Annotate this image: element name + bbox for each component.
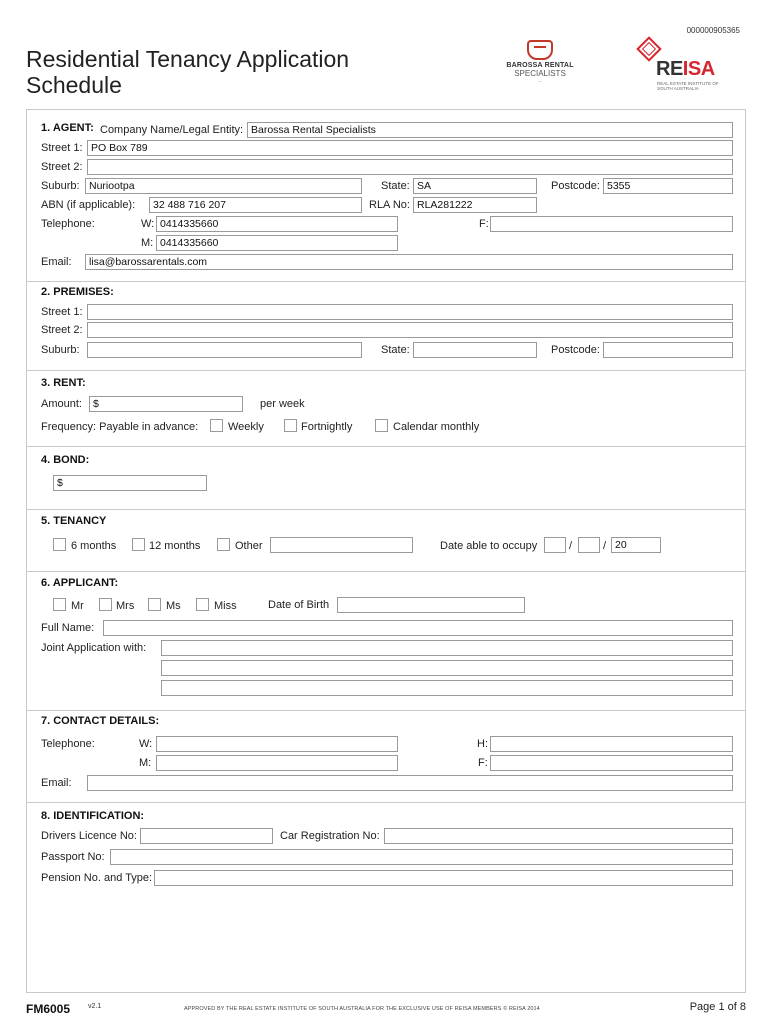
application-form [26, 109, 746, 993]
agent-email-field[interactable]: lisa@barossarentals.com [85, 254, 733, 270]
joint-application-field-2[interactable] [161, 660, 733, 676]
contact-email-label: Email: [41, 777, 72, 789]
contact-email-field[interactable] [87, 775, 733, 791]
agent-phone-m-field[interactable]: 0414335660 [156, 235, 398, 251]
rent-amount-field[interactable]: $ [89, 396, 243, 412]
company-field[interactable]: Barossa Rental Specialists [247, 122, 733, 138]
barossa-logo-line3: ... [537, 78, 543, 84]
agent-phone-w-field[interactable]: 0414335660 [156, 216, 398, 232]
joint-application-field-1[interactable] [161, 640, 733, 656]
premises-street2-field[interactable] [87, 322, 733, 338]
full-name-label: Full Name: [41, 622, 95, 634]
title-ms-label: Ms [166, 600, 181, 612]
abn-label: ABN (if applicable): [41, 199, 136, 211]
agent-telephone-label: Telephone: [41, 218, 95, 230]
agent-suburb-label: Suburb: [41, 180, 80, 192]
pension-field[interactable] [154, 870, 733, 886]
premises-street1-label: Street 1: [41, 306, 83, 318]
licence-label: Drivers Licence No: [41, 830, 137, 842]
weekly-label: Weekly [228, 421, 264, 433]
tenancy-6-months-label: 6 months [71, 540, 117, 552]
calendar-monthly-checkbox[interactable] [375, 419, 388, 432]
agent-fax-label: F: [479, 218, 489, 230]
weekly-checkbox[interactable] [210, 419, 223, 432]
agent-postcode-label: Postcode: [551, 180, 600, 192]
agent-postcode-field[interactable]: 5355 [603, 178, 733, 194]
document-id: 000000905365 [686, 26, 740, 35]
premises-postcode-label: Postcode: [551, 344, 600, 356]
fortnightly-checkbox[interactable] [284, 419, 297, 432]
page-footer [26, 1000, 746, 1020]
occupy-date-label: Date able to occupy [440, 540, 538, 552]
contact-phone-w-field[interactable] [156, 736, 398, 752]
tenancy-heading: 5. TENANCY [41, 515, 107, 527]
pension-label: Pension No. and Type: [41, 872, 153, 884]
contact-f-label: F: [478, 757, 488, 769]
section-premises [27, 282, 745, 371]
section-applicant [27, 572, 745, 711]
section-bond [27, 447, 745, 510]
agent-state-field[interactable]: SA [413, 178, 537, 194]
title-mrs-label: Mrs [116, 600, 135, 612]
premises-heading: 2. PREMISES: [41, 286, 114, 298]
car-registration-field[interactable] [384, 828, 733, 844]
tenancy-other-checkbox[interactable] [217, 538, 230, 551]
barossa-rental-logo [505, 40, 575, 96]
joint-application-label: Joint Application with: [41, 642, 147, 654]
agent-street1-label: Street 1: [41, 142, 83, 154]
section-identification [27, 803, 745, 993]
passport-label: Passport No: [41, 851, 105, 863]
rent-heading: 3. RENT: [41, 377, 86, 389]
agent-email-label: Email: [41, 256, 72, 268]
contact-phone-m-field[interactable] [156, 755, 398, 771]
section-rent [27, 371, 745, 447]
bond-heading: 4. BOND: [41, 454, 90, 466]
agent-street2-label: Street 2: [41, 161, 83, 173]
rent-amount-label: Amount: [41, 398, 82, 410]
premises-suburb-label: Suburb: [41, 344, 80, 356]
passport-field[interactable] [110, 849, 733, 865]
frequency-label: Frequency: Payable in advance: [41, 421, 199, 433]
tenancy-other-label: Other [235, 540, 263, 552]
full-name-field[interactable] [103, 620, 733, 636]
contact-heading: 7. CONTACT DETAILS: [41, 715, 160, 727]
tenancy-other-field[interactable] [270, 537, 413, 553]
dob-field[interactable] [337, 597, 525, 613]
approval-notice: APPROVED BY THE REAL ESTATE INSTITUTE OF SOUTH AUSTRALIA FOR THE EXCLUSIVE USE OF REISA MEMBERS © REISA 2014 [184, 1006, 540, 1012]
rla-label: RLA No: [369, 199, 410, 211]
premises-state-label: State: [381, 344, 410, 356]
agent-m-label: M: [141, 237, 154, 249]
licence-field[interactable] [140, 828, 273, 844]
agent-w-label: W: [141, 218, 155, 230]
form-code: FM6005 [26, 1002, 71, 1016]
bond-amount-field[interactable]: $ [53, 475, 207, 491]
barossa-logo-line2: SPECIALISTS [514, 69, 566, 78]
agent-street1-field[interactable]: PO Box 789 [87, 140, 733, 156]
dob-label: Date of Birth [268, 599, 330, 611]
joint-application-field-3[interactable] [161, 680, 733, 696]
applicant-heading: 6. APPLICANT: [41, 577, 119, 589]
abn-field[interactable]: 32 488 716 207 [149, 197, 362, 213]
occupy-month-field[interactable] [578, 537, 600, 553]
premises-state-field[interactable] [413, 342, 537, 358]
contact-telephone-label: Telephone: [41, 738, 95, 750]
date-slash-1: / [569, 540, 573, 552]
section-agent [27, 110, 745, 282]
premises-street2-label: Street 2: [41, 324, 83, 336]
section-contact [27, 711, 745, 803]
contact-m-label: M: [139, 757, 152, 769]
page-title: Residential Tenancy Application Schedule [26, 46, 350, 98]
agent-suburb-field[interactable]: Nuriootpa [85, 178, 362, 194]
agent-state-label: State: [381, 180, 410, 192]
identification-heading: 8. IDENTIFICATION: [41, 810, 145, 822]
rla-field[interactable]: RLA281222 [413, 197, 537, 213]
page-number: Page 1 of 8 [689, 1001, 746, 1013]
fortnightly-label: Fortnightly [301, 421, 353, 433]
per-week-label: per week [260, 398, 305, 410]
occupy-year-field[interactable]: 20 [611, 537, 661, 553]
title-mrs-checkbox[interactable] [99, 598, 112, 611]
contact-fax-field[interactable] [490, 755, 733, 771]
reisa-logo [632, 40, 742, 96]
company-label: Company Name/Legal Entity: [100, 124, 244, 136]
car-registration-label: Car Registration No: [280, 830, 380, 842]
title-miss-checkbox[interactable] [196, 598, 209, 611]
reisa-tagline: REAL ESTATE INSTITUTE OF SOUTH AUSTRALIA [657, 81, 719, 91]
date-slash-2: / [603, 540, 607, 552]
title-ms-checkbox[interactable] [148, 598, 161, 611]
contact-w-label: W: [139, 738, 153, 750]
calendar-monthly-label: Calendar monthly [393, 421, 480, 433]
contact-h-label: H: [477, 738, 488, 750]
section-tenancy [27, 510, 745, 572]
agent-street2-field[interactable] [87, 159, 733, 175]
title-mr-label: Mr [71, 600, 84, 612]
agent-heading: 1. AGENT: [41, 122, 94, 134]
tenancy-6-months-checkbox[interactable] [53, 538, 66, 551]
premises-street1-field[interactable] [87, 304, 733, 320]
premises-suburb-field[interactable] [87, 342, 362, 358]
barossa-logo-icon [527, 40, 553, 60]
tenancy-12-months-label: 12 months [149, 540, 201, 552]
premises-postcode-field[interactable] [603, 342, 733, 358]
barossa-logo-line1: BAROSSA RENTAL [506, 62, 574, 69]
title-mr-checkbox[interactable] [53, 598, 66, 611]
reisa-wordmark: REISA [656, 58, 715, 80]
title-miss-label: Miss [214, 600, 237, 612]
agent-fax-field[interactable] [490, 216, 733, 232]
contact-phone-h-field[interactable] [490, 736, 733, 752]
occupy-day-field[interactable] [544, 537, 566, 553]
form-version: v2.1 [88, 1003, 102, 1010]
tenancy-12-months-checkbox[interactable] [132, 538, 145, 551]
